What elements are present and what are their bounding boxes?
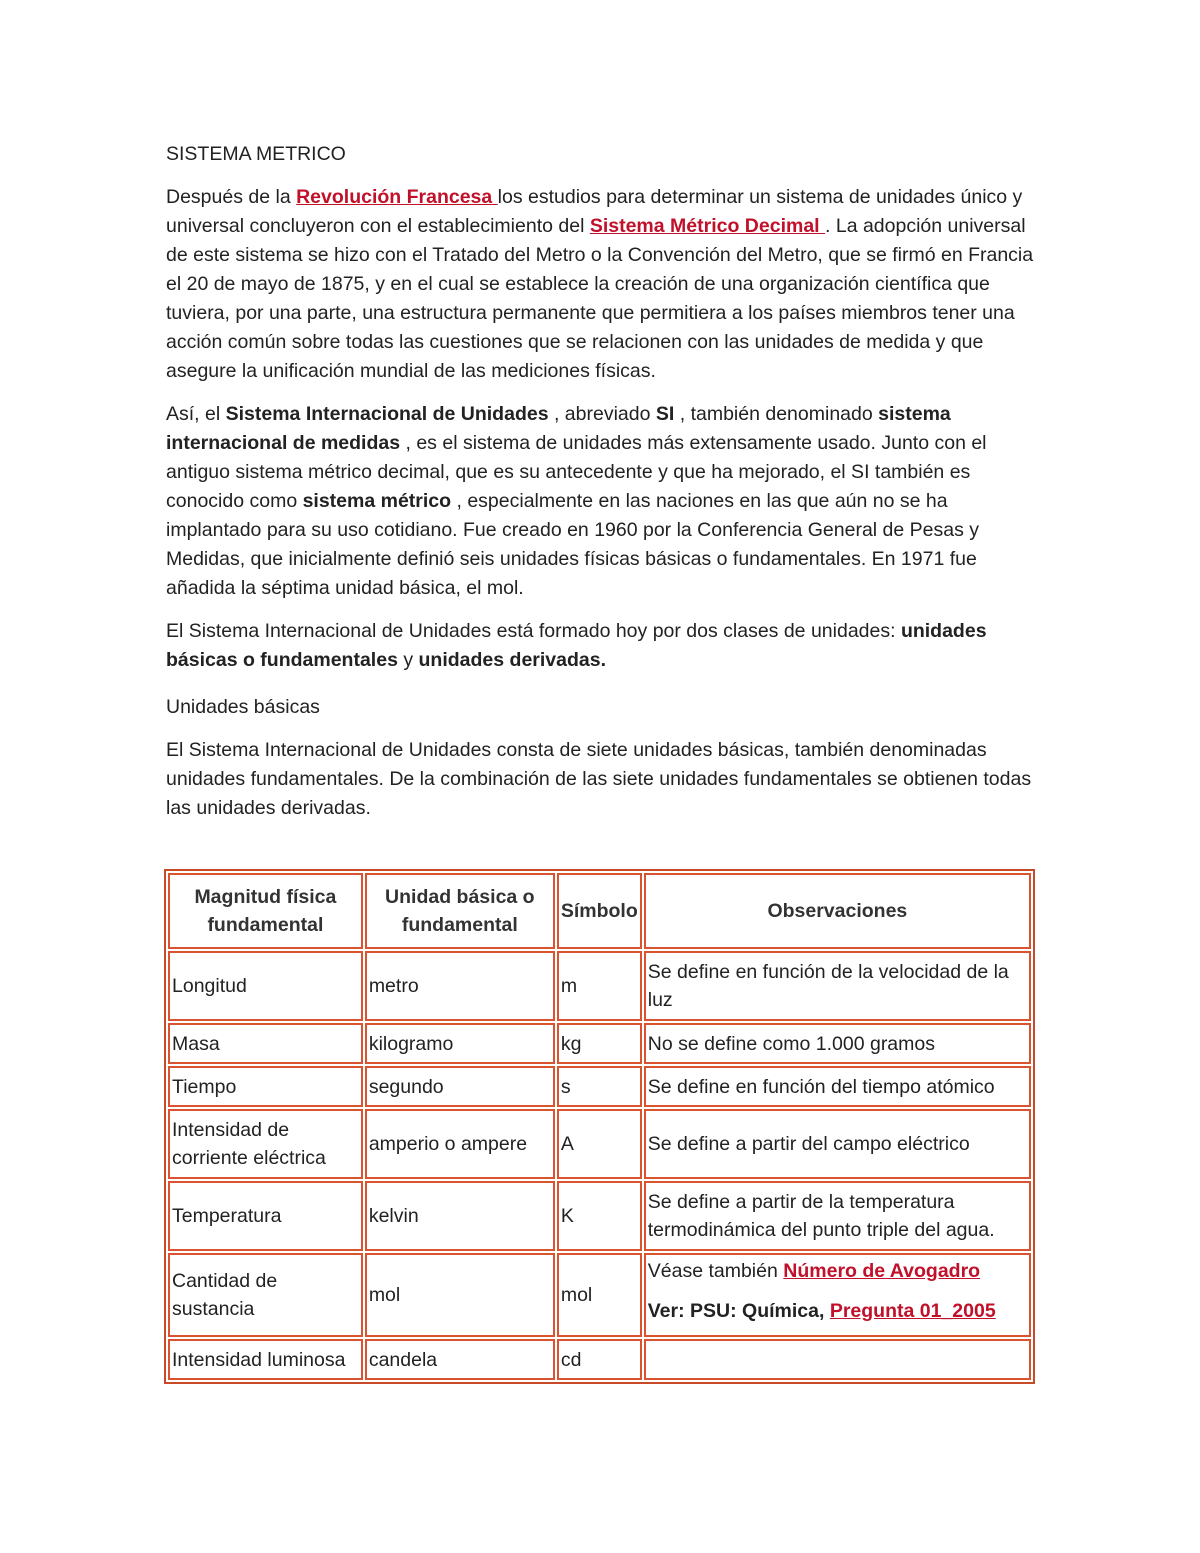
cell-unidad: metro <box>365 951 555 1021</box>
units-table <box>164 869 1035 1384</box>
cell-magnitud: Cantidad de sustancia <box>168 1253 363 1337</box>
table-header-row <box>168 873 1031 949</box>
header-simbolo: Símbolo <box>557 873 642 949</box>
text: Después de la <box>166 186 297 208</box>
cell-unidad: kilogramo <box>365 1023 555 1064</box>
cell-simbolo: kg <box>557 1023 642 1064</box>
section-heading: Unidades básicas <box>166 696 320 718</box>
obs-line-see-also <box>648 1257 1027 1285</box>
cell-unidad: candela <box>365 1339 555 1380</box>
bold-text: Ver: PSU: Química, <box>647 1300 830 1322</box>
cell-magnitud: Intensidad de corriente eléctrica <box>168 1109 363 1179</box>
text: , abreviado <box>548 403 656 425</box>
text: . La adopción universal de este sistema se hizo con el Tratado del Metro o la Convención del Metro, que se firmó en Francia el 20 de mayo de 1875, y en el cual se establece la creación de una organización científica que tuviera, por una parte, una estructura permanente que permitiera a los países miembros tener una acción común sobre todas las cuestiones que se relacionen con las unidades de medida y que asegure la unificación mundial de las mediciones físicas. <box>166 215 1034 382</box>
text: los estudios para determinar un sistema de unidades único y universal concluyeron con el establecimiento del <box>166 186 1023 237</box>
bold-term: sistema métrico <box>302 490 452 512</box>
paragraph-si <box>166 400 1036 603</box>
cell-simbolo: K <box>557 1181 642 1251</box>
text: , especialmente en las naciones en las que aún no se ha implantado para su uso cotidiano. Fue creado en 1960 por la Conferencia General de Pesas y Medidas, que inicialmente definió seis unidades físicas básicas o fundamentales. En 1971 fue añadida la séptima unidad básica, el mol. <box>166 490 980 599</box>
cell-simbolo: A <box>557 1109 642 1179</box>
text: Véase también <box>647 1260 784 1282</box>
text: y <box>397 649 419 671</box>
link-sistema-metrico-decimal[interactable]: Sistema Métrico Decimal <box>589 215 826 237</box>
cell-unidad: mol <box>365 1253 555 1337</box>
cell-unidad: kelvin <box>365 1181 555 1251</box>
text: Así, el <box>166 403 226 425</box>
cell-observaciones: Se define en función del tiempo atómico <box>644 1066 1031 1107</box>
table-row <box>168 1339 1031 1380</box>
text: , también denominado <box>674 403 879 425</box>
cell-unidad: segundo <box>365 1066 555 1107</box>
cell-simbolo: s <box>557 1066 642 1107</box>
header-unidad: Unidad básica o fundamental <box>365 873 555 949</box>
cell-magnitud: Masa <box>168 1023 363 1064</box>
cell-observaciones: Se define a partir del campo eléctrico <box>644 1109 1031 1179</box>
paragraph-basicas: El Sistema Internacional de Unidades consta de siete unidades básicas, también denominadas unidades fundamentales. De la combinación de las siete unidades fundamentales se obtienen todas las unidades derivadas. <box>166 739 1032 819</box>
text: , es el sistema de unidades más extensamente usado. Junto con el antiguo sistema métrico decimal, que es su antecedente y que ha mejorado, el SI también es conocido como <box>166 432 987 512</box>
table-row <box>168 1023 1031 1064</box>
cell-unidad: amperio o ampere <box>365 1109 555 1179</box>
table-row <box>168 1253 1031 1337</box>
document-body <box>166 140 1036 837</box>
paragraph-clases <box>166 617 1036 675</box>
bold-term: Sistema Internacional de Unidades <box>225 403 549 425</box>
link-numero-avogadro[interactable]: Número de Avogadro <box>783 1260 981 1282</box>
bold-term: SI <box>655 403 675 425</box>
paragraph-intro <box>166 183 1036 386</box>
table-row <box>168 951 1031 1021</box>
cell-observaciones: No se define como 1.000 gramos <box>644 1023 1031 1064</box>
cell-magnitud: Temperatura <box>168 1181 363 1251</box>
cell-magnitud: Tiempo <box>168 1066 363 1107</box>
cell-simbolo: cd <box>557 1339 642 1380</box>
cell-magnitud: Longitud <box>168 951 363 1021</box>
table-row <box>168 1181 1031 1251</box>
obs-line-psu <box>648 1297 1027 1325</box>
bold-term: unidades básicas o fundamentales <box>166 620 987 671</box>
cell-simbolo: m <box>557 951 642 1021</box>
cell-observaciones <box>644 1253 1031 1337</box>
cell-observaciones: Se define en función de la velocidad de la luz <box>644 951 1031 1021</box>
document-title: SISTEMA METRICO <box>166 143 346 165</box>
table-row <box>168 1109 1031 1179</box>
text: El Sistema Internacional de Unidades está formado hoy por dos clases de unidades: <box>166 620 901 642</box>
bold-term: unidades derivadas. <box>418 649 607 671</box>
link-revolucion-francesa[interactable]: Revolución Francesa <box>296 186 498 208</box>
link-pregunta-01-2005[interactable]: Pregunta 01_2005 <box>829 1300 996 1322</box>
bold-term: sistema internacional de medidas <box>166 403 951 454</box>
cell-simbolo: mol <box>557 1253 642 1337</box>
header-magnitud: Magnitud física fundamental <box>168 873 363 949</box>
table-row <box>168 1066 1031 1107</box>
header-observaciones: Observaciones <box>644 873 1031 949</box>
cell-magnitud: Intensidad luminosa <box>168 1339 363 1380</box>
cell-observaciones <box>644 1339 1031 1380</box>
cell-observaciones: Se define a partir de la temperatura termodinámica del punto triple del agua. <box>644 1181 1031 1251</box>
